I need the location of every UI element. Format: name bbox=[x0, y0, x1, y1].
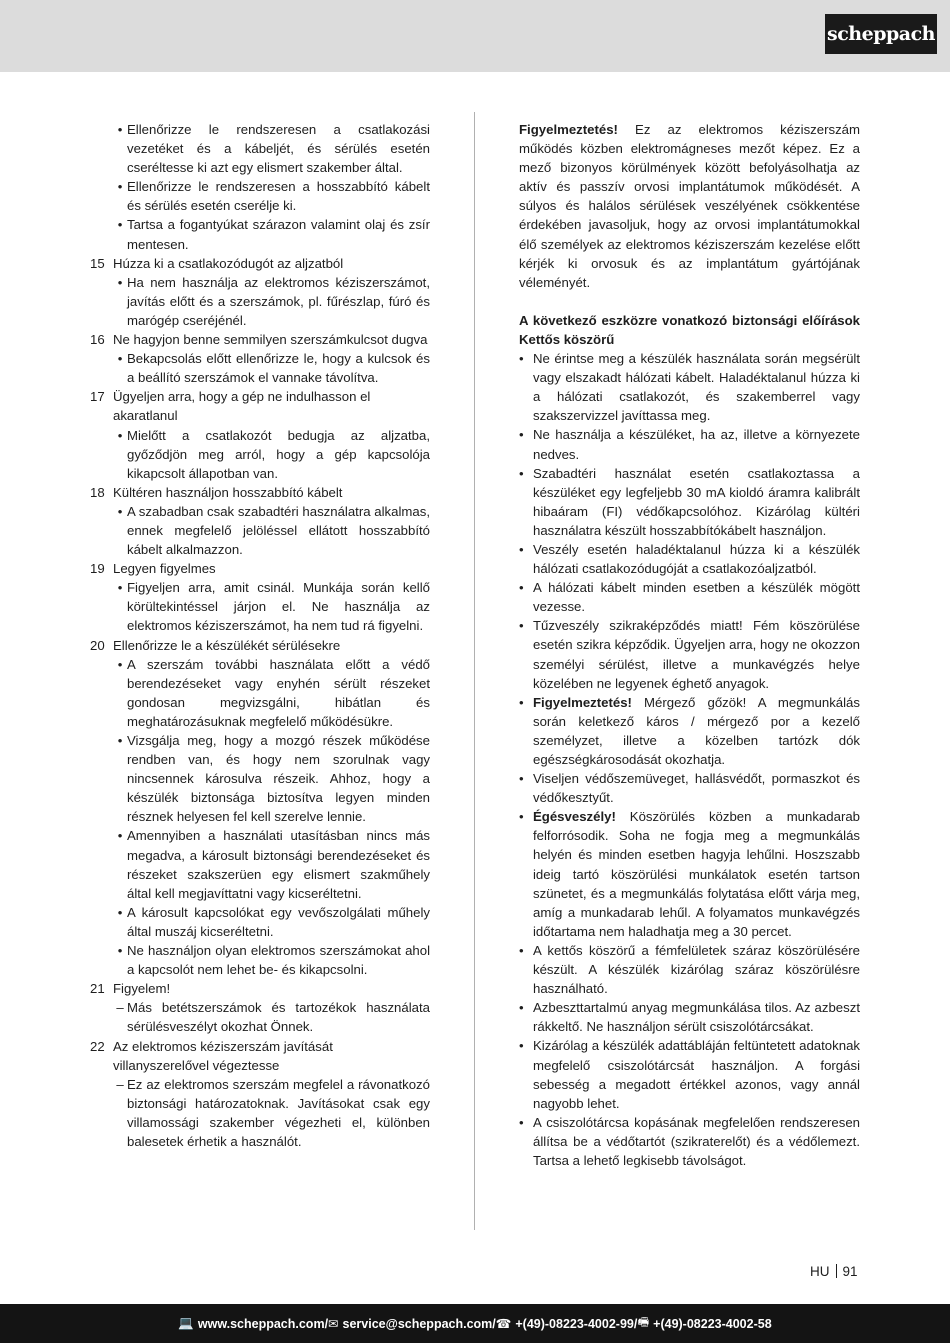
computer-icon: 💻 bbox=[178, 1316, 194, 1330]
list-item: • Ellenőrizze le rendszeresen a csatlakozási vezetéket és a kábeljét, és sérülés esetén cseréltesse ki azt egy elismert szakember által. bbox=[117, 122, 430, 176]
list-item: • Azbeszttartalmú anyag megmunkálása tilos. Az azbeszt rákkeltő. Ne használjon sérült csiszolótárcsákat. bbox=[519, 1000, 860, 1035]
right-column bbox=[519, 120, 860, 1170]
list-item: • Tűzveszély szikraképződés miatt! Fém köszörülése esetén szikra képződik. Ügyeljen arra, hogy ne okozzon személyi sérülést, illetve a munkavégzés helye közelében ne legyenek éghető anyagok. bbox=[519, 618, 860, 691]
list-item: • Vizsgálja meg, hogy a mozgó részek működése rendben van, és hogy nem szorulnak vagy nincsennek károsulva részeik. Ahhoz, hogy a készülék biztonsága biztosítva legyen minden résznek helyesen fel kell szerelve lennie. bbox=[117, 733, 430, 825]
list-item: • Ne érintse meg a készülék használata során megsérült vagy elszakadt hálózati kábelt. Haladéktalanul húzza ki a hálózati csatlakozót, és szakemberrel vagy szakszervizzel javíttassa meg. bbox=[519, 351, 860, 424]
numbered-item: 22 Az elektromos kéziszerszám javítását villanyszerelővel végeztesse bbox=[90, 1038, 333, 1073]
section-heading: A következő eszközre vonatkozó biztonsági előírások Kettős köszörű bbox=[519, 312, 860, 347]
fax-icon: 🖷 bbox=[637, 1315, 650, 1329]
numbered-item: 18 Kültéren használjon hosszabbító kábelt bbox=[90, 484, 343, 500]
list-item: • A károsult kapcsolókat egy vevőszolgálati műhely által muszáj kicseréltetni. bbox=[117, 904, 430, 939]
list-item: • A szerszám további használata előtt a védő berendezéseket vagy enyhén sérült részeket gondosan megvizsgálni, hibátlan és meghatározásuknak megfelelő működésükre. bbox=[117, 656, 430, 729]
list-item: • Amennyiben a használati utasításban nincs más megadva, a károsult biztonsági berendezéseket és részeket szakszerüen egy elismert szakműhely által kell megjavíttatni vagy kicseréltetni. bbox=[117, 828, 430, 901]
emf-warning: Figyelmeztetés! Ez az elektromos kéziszerszám működés közben elektromágneses mezőt képez. Ez a mező bizonyos körülmények között befolyásolhatja az aktív és passzív orvosi implantátumok működését. A súlyos és halálos sérülések veszélyének csökkentése érdekében javasoljuk, hogy az orvosi implantátumokkal élő személyek az elektromos kéziszerszám kezelése előtt kérjék ki orvosuk és az implantátum gyártójának véleményét. bbox=[519, 122, 860, 290]
list-item: • A hálózati kábelt minden esetben a készülék mögött vezesse. bbox=[519, 580, 860, 615]
numbered-item: 20 Ellenőrizze le a készülékét sérülésekre bbox=[90, 637, 341, 653]
scheppach-logo: scheppach bbox=[825, 14, 937, 54]
list-item: • Ne használjon olyan elektromos szerszámokat ahol a kapcsolót nem lehet be- és kikapcsolni. bbox=[117, 943, 430, 978]
list-item: • A szabadban csak szabadtéri használatra alkalmas, ennek megfelelő jelöléssel ellátott hosszabbító kábelt alkalmazzon. bbox=[117, 503, 430, 558]
list-item: • Mielőtt a csatlakozót bedugja az aljzatba, győződjön meg arról, hogy a gép kapcsolója kikapcsolt állapotban van. bbox=[117, 427, 430, 481]
column-divider bbox=[474, 112, 475, 1230]
list-item: • A kettős köszörű a fémfelületek száraz köszörülésére készült. A készülék kizárólag száraz köszörülésre használható. bbox=[519, 942, 860, 997]
list-item: • Ne használja a készüléket, ha az, illetve a környezete nedves. bbox=[519, 427, 860, 462]
list-item: • Figyelmeztetés! Mérgező gőzök! A megmunkálás során keletkező káros / mérgező por a kezelő személyzet, illetve a közelben tartózk dók egészségkárosodását okozhatja. bbox=[519, 694, 860, 767]
phone-icon: ☎ bbox=[495, 1317, 512, 1331]
page-header bbox=[0, 0, 950, 72]
numbered-item: 21 Figyelem! bbox=[90, 981, 171, 997]
email-link[interactable]: service@scheppach.com bbox=[342, 1316, 493, 1331]
list-item: • Ellenőrizze le rendszeresen a hosszabbító kábelt és sérülés esetén cserélje ki. bbox=[117, 179, 430, 214]
list-item: – Más betétszerszámok és tartozékok használata sérülésveszélyt okozhat Önnek. bbox=[116, 1000, 430, 1035]
numbered-item: 16 Ne hagyjon benne semmilyen szerszámkulcsot dugva bbox=[90, 332, 428, 348]
list-item: • Tartsa a fogantyúkat szárazon valamint olaj és zsír mentesen. bbox=[117, 217, 430, 252]
numbered-item: 19 Legyen figyelmes bbox=[90, 561, 216, 577]
list-item: • Ha nem használja az elektromos kéziszerszámot, javítás előtt és a szerszámok, pl. fűrészlap, fúró és marógép cseréjénél. bbox=[117, 274, 430, 328]
page-number: HU 91 bbox=[810, 1264, 858, 1279]
list-item: • Figyeljen arra, amit csinál. Munkája során kellő körültekintéssel járjon el. Ne használja az elektromos kéziszerszámot, ha nem tud rá figyelni. bbox=[117, 580, 430, 634]
list-item: • Veszély esetén haladéktalanul húzza ki a készülék hálózati csatlakozódugóját a csatlakozóaljzatból. bbox=[519, 541, 860, 577]
website-link[interactable]: www.scheppach.com bbox=[197, 1316, 325, 1331]
mail-icon: ✉ bbox=[328, 1317, 339, 1331]
numbered-item: 17 Ügyeljen arra, hogy a gép ne indulhasson el akaratlanul bbox=[90, 389, 371, 424]
list-item: – Ez az elektromos szerszám megfelel a rávonatkozó biztonsági határozatoknak. Javításokat csak egy villamossági szakember végezheti el, különben balesetek érhetik a használót. bbox=[116, 1076, 430, 1149]
numbered-item: 15 Húzza ki a csatlakozódugót az aljzatból bbox=[90, 255, 344, 271]
fax-number: +(49)-08223-4002-58 bbox=[653, 1316, 772, 1331]
left-column bbox=[90, 120, 430, 1151]
list-item: • Kizárólag a készülék adattábláján feltüntetett adatoknak megfelelő csiszolótárcsát használjon. A forgási sebesség a megadott értékkel azonos, vagy annál nagyobb lehet. bbox=[519, 1038, 860, 1111]
list-item: • Égésveszély! Köszörülés közben a munkadarab felforrósodik. Soha ne fogja meg a megmunkálás helyén és minden esetben hagyja lehűlni. Hoszszabb ideig tartó köszörülési munkálatok esetén tartson szünetet, és a megmunkálás folytatása előtt várja meg, amíg a munkadarab lehűl. A folyamatos munkavégzés időtartama nem haladhatja meg a 30 percet. bbox=[519, 809, 860, 939]
list-item: • A csiszolótárcsa kopásának megfelelően rendszeresen állítsa be a védőtartót (szikraterelőt) és a védőlemezt. Tartsa a lehető legkisebb távolságot. bbox=[519, 1114, 860, 1168]
list-item: • Viseljen védőszemüveget, hallásvédőt, pormaszkot és védőkesztyűt. bbox=[519, 771, 860, 806]
list-item: • Szabadtéri használat esetén csatlakoztassa a készüléket egy legfeljebb 30 mA kioldó áramra kalibrált hibaáram (FI) védőkapcsolóhoz. Kizárólag kültéri használatra készült hosszabbítókábelt használjon. bbox=[519, 465, 860, 538]
page-footer: 💻 www.scheppach.com / ✉ service@scheppach.com / ☎ +(49)-08223-4002-99 / 🖷 +(49)-08223-4002-58 bbox=[0, 1304, 950, 1343]
list-item: • Bekapcsolás előtt ellenőrizze le, hogy a kulcsok és a beállító szerszámok el vannake távolítva. bbox=[117, 351, 430, 386]
phone-number: +(49)-08223-4002-99 bbox=[515, 1316, 634, 1331]
